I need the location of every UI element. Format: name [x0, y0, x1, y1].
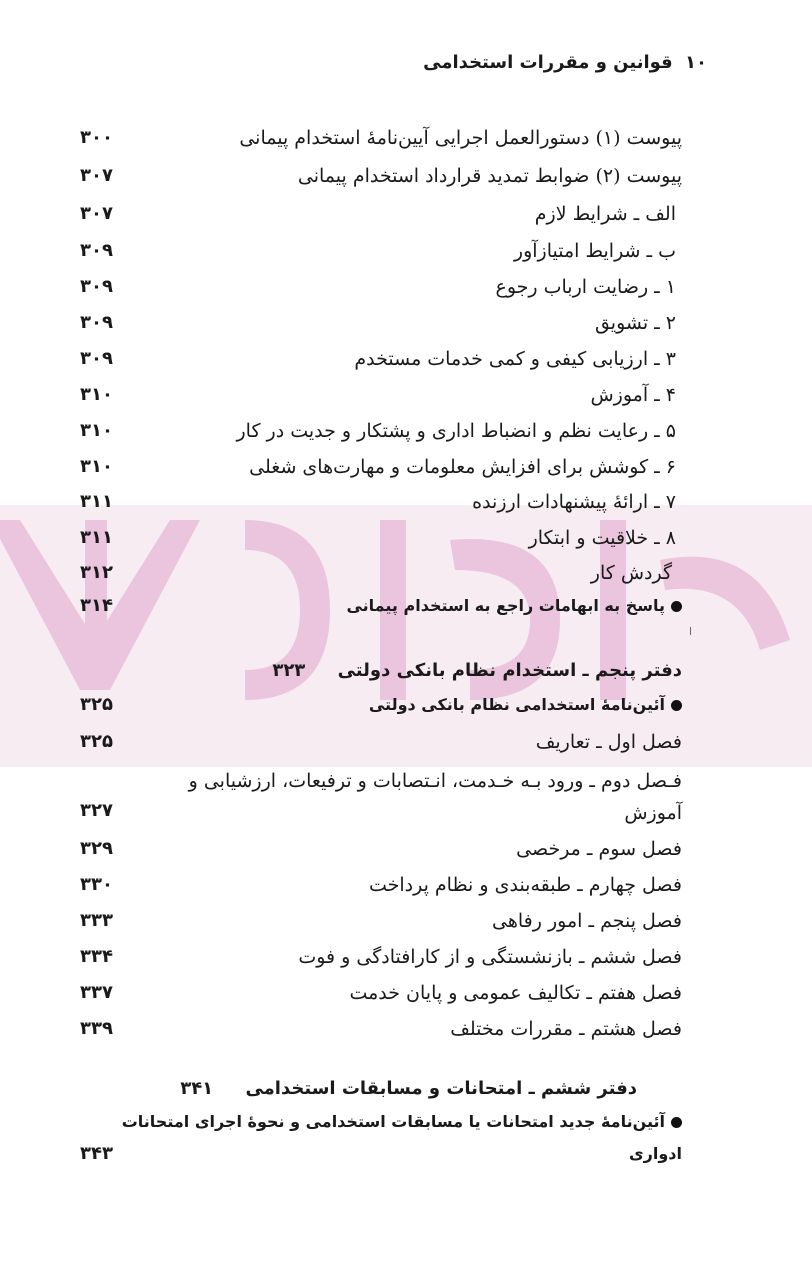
section-heading	[180, 1078, 637, 1099]
entry-text-line2: ادواری	[629, 1144, 682, 1163]
toc-entry	[0, 725, 812, 759]
entry-text: فصل چهارم ـ طبقه‌بندی و نظام پرداخت	[368, 874, 682, 896]
entry-text: ب ـ شرایط امتیازآور	[513, 240, 676, 262]
entry-text: فصل پنجم ـ امور رفاهی	[492, 910, 682, 932]
entry-text: پیوست (۲) ضوابط تمدید قرارداد استخدام پیمانی	[297, 165, 682, 187]
entry-text: گردش کار	[590, 562, 672, 584]
entry-page: ۳۰۹	[80, 276, 113, 297]
running-header	[423, 52, 707, 73]
section-page: ۳۲۳	[272, 660, 306, 681]
entry-page: ۳۰۹	[80, 348, 113, 369]
toc-entry	[0, 159, 812, 193]
toc-entry	[0, 556, 812, 590]
toc-entry	[0, 485, 812, 519]
entry-text: فصل اول ـ تعاریف	[535, 731, 682, 753]
entry-page: ۳۲۵	[80, 731, 113, 752]
entry-page: ۳۲۵	[80, 694, 113, 715]
toc-entry	[0, 306, 812, 340]
entry-text: ۸ ـ خلاقیت و ابتکار	[528, 527, 676, 549]
entry-page: ۳۰۹	[80, 240, 113, 261]
header-title: قوانین و مقررات استخدامی	[423, 52, 673, 73]
header-page-number: ۱۰	[685, 52, 707, 73]
bullet-icon	[671, 700, 682, 711]
entry-page: ۳۴۳	[80, 1143, 113, 1164]
entry-text: پیوست (۱) دستورالعمل اجرایی آیین‌نامهٔ استخدام پیمانی	[239, 127, 682, 149]
toc-entry	[0, 270, 812, 304]
entry-page: ۳۰۹	[80, 312, 113, 333]
toc-entry	[0, 121, 812, 155]
section-title: دفتر ششم ـ امتحانات و مسابقات استخدامی	[245, 1078, 637, 1099]
entry-page: ۳۱۴	[80, 595, 113, 616]
entry-text: ۴ ـ آموزش	[590, 384, 676, 406]
bullet-icon	[671, 1117, 682, 1128]
toc-entry	[0, 976, 812, 1010]
entry-text: ۲ ـ تشویق	[594, 312, 676, 334]
entry-page: ۳۱۱	[80, 491, 113, 512]
entry-text: آئین‌نامهٔ استخدامی نظام بانکی دولتی	[368, 695, 665, 714]
entry-page: ۳۱۰	[80, 456, 113, 477]
entry-text: الف ـ شرایط لازم	[534, 203, 676, 225]
entry-text: ۶ ـ کوشش برای افزایش معلومات و مهارت‌های شغلی	[249, 456, 676, 478]
toc-entry	[0, 378, 812, 412]
bullet-icon	[671, 601, 682, 612]
toc-entry	[0, 414, 812, 448]
entry-text: فصل هفتم ـ تکالیف عمومی و پایان خدمت	[349, 982, 682, 1004]
entry-text-line1: فـصل دوم ـ ورود بـه خـدمت، انـتصابات و ترفیعات، ارزشیابی و	[188, 770, 682, 792]
toc-entry	[0, 868, 812, 902]
entry-page: ۳۳۴	[80, 946, 113, 967]
entry-page: ۳۰۰	[80, 127, 113, 148]
toc-entry	[0, 1012, 812, 1046]
entry-page: ۳۲۹	[80, 838, 113, 859]
toc-entry	[0, 450, 812, 484]
entry-page: ۳۱۲	[80, 562, 113, 583]
entry-page: ۳۳۹	[80, 1018, 113, 1039]
entry-page: ۳۳۷	[80, 982, 113, 1003]
toc-entry	[0, 940, 812, 974]
toc-entry	[0, 342, 812, 376]
entry-text: ۵ ـ رعایت نظم و انضباط اداری و پشتکار و جدیت در کار	[236, 420, 676, 442]
toc-entry	[0, 521, 812, 555]
toc-entry	[0, 197, 812, 231]
margin-mark	[690, 627, 691, 635]
entry-text: ۱ ـ رضایت ارباب رجوع	[495, 276, 676, 298]
entry-page: ۳۳۳	[80, 910, 113, 931]
toc-entry	[0, 904, 812, 938]
entry-text: فصل هشتم ـ مقررات مختلف	[450, 1018, 682, 1040]
entry-page: ۳۱۰	[80, 420, 113, 441]
entry-page: ۳۱۰	[80, 384, 113, 405]
section-page: ۳۴۱	[180, 1078, 214, 1099]
toc-entry	[0, 832, 812, 866]
entry-text-line1: آئین‌نامهٔ جدید امتحانات یا مسابقات استخدامی و نحوهٔ اجرای امتحانات	[121, 1112, 665, 1131]
entry-text: فصل ششم ـ بازنشستگی و از کارافتادگی و فوت	[298, 946, 682, 968]
entry-page: ۳۳۰	[80, 874, 113, 895]
entry-text: فصل سوم ـ مرخصی	[516, 838, 682, 860]
entry-page: ۳۱۱	[80, 527, 113, 548]
toc-entry	[0, 234, 812, 268]
toc-entry-wrapped	[122, 765, 682, 829]
entry-page: ۳۰۷	[80, 203, 113, 224]
toc-entry-bullet	[0, 589, 812, 623]
entry-text: ۳ ـ ارزیابی کیفی و کمی خدمات مستخدم	[354, 348, 676, 370]
entry-page: ۳۲۷	[80, 800, 113, 821]
entry-page: ۳۰۷	[80, 165, 113, 186]
toc-entry-wrapped-bullet	[62, 1106, 682, 1170]
entry-text: ۷ ـ ارائهٔ پیشنهادات ارزنده	[472, 491, 676, 513]
entry-text: پاسخ به ابهامات راجع به استخدام پیمانی	[346, 596, 665, 615]
entry-text-line2: آموزش	[624, 802, 682, 824]
section-title: دفتر پنجم ـ استخدام نظام بانکی دولتی	[337, 660, 682, 681]
section-heading	[272, 660, 682, 681]
toc-entry-bullet	[0, 688, 812, 722]
